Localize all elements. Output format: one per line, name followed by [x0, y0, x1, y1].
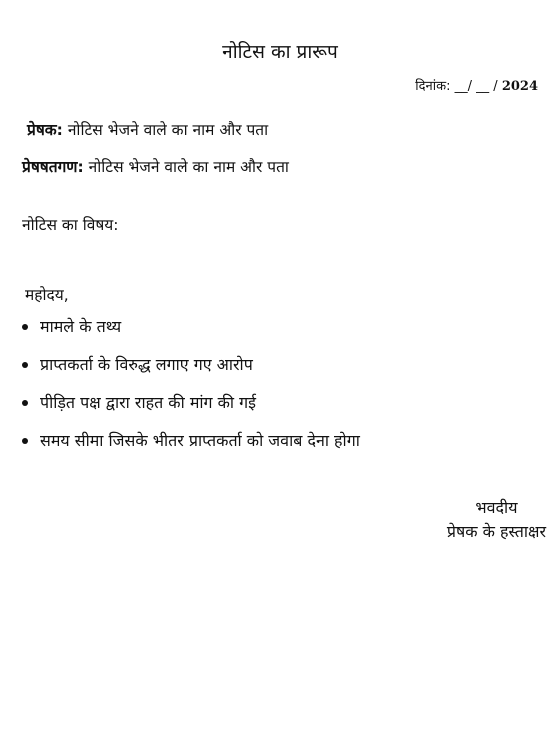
sender-label: प्रेषक:	[27, 121, 63, 139]
list-item	[22, 354, 360, 392]
signature-line: प्रेषक के हस्ताक्षर	[446, 522, 546, 541]
closing-line: भवदीय	[475, 498, 518, 517]
list-item-text: प्राप्तकर्ता के विरुद्ध लगाए गए आरोप	[40, 355, 253, 374]
receiver-label: प्रेषषतगण:	[22, 158, 84, 176]
sender-value: नोटिस भेजने वाले का नाम और पता	[67, 121, 269, 139]
list-item	[22, 316, 360, 354]
list-item	[22, 392, 360, 430]
bullet-icon	[22, 438, 28, 444]
date-line	[415, 76, 538, 94]
date-blanks: __/ __ /	[454, 79, 498, 94]
subject-label: नोटिस का विषय:	[22, 216, 119, 234]
bullet-icon	[22, 324, 28, 330]
salutation: महोदय,	[25, 286, 69, 304]
closing-block	[447, 496, 546, 544]
list-item-text: पीड़ित पक्ष द्वारा राहत की मांग की गई	[40, 393, 257, 412]
list-item-text: समय सीमा जिसके भीतर प्राप्तकर्ता को जवाब देना होगा	[40, 431, 360, 450]
list-item-text: मामले के तथ्य	[40, 317, 122, 336]
page-title: नोटिस का प्रारूप	[222, 41, 338, 63]
bullet-icon	[22, 362, 28, 368]
receiver-value: नोटिस भेजने वाले का नाम और पता	[88, 158, 289, 176]
date-label: दिनांक:	[415, 79, 451, 94]
list-item	[22, 430, 360, 468]
bullet-icon	[22, 400, 28, 406]
bullet-list	[22, 316, 360, 468]
sender-field	[27, 118, 268, 140]
date-year: 2024	[501, 79, 538, 94]
receiver-field	[22, 155, 289, 177]
